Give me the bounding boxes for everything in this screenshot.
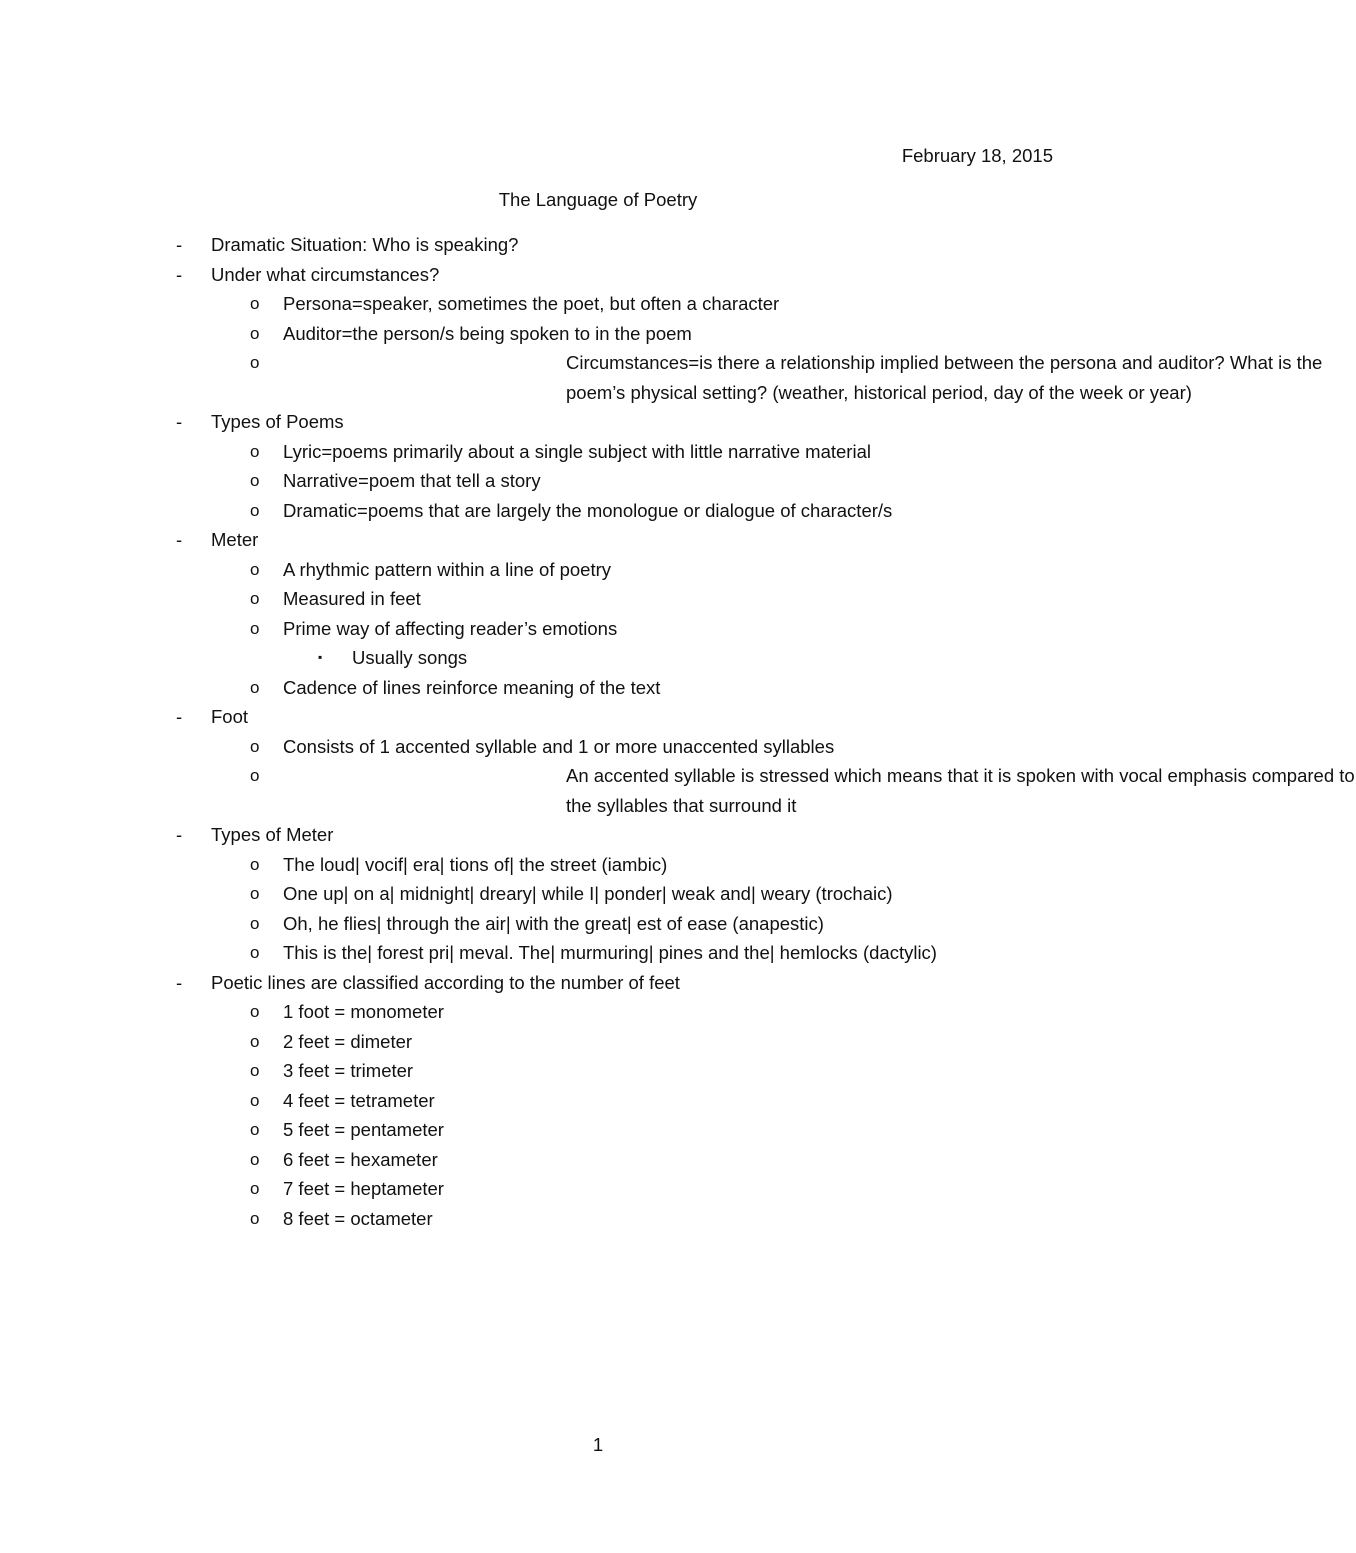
dash-bullet: - [176,824,183,845]
outline-item-text: Poetic lines are classified according to the number of feet [211,971,680,993]
outline-subitem [0,879,1200,909]
circle-bullet: o [250,1061,260,1080]
outline-subitem-text: Cadence of lines reinforce meaning of the text [283,676,661,698]
outline-subitem-text: Circumstances=is there a relationship implied between the persona and auditor? What is the poem’s physical setting? (weather, historical period, day of the week or year) [566,352,1323,403]
outline-subitem [0,1086,1200,1116]
outline-subitem-text: Oh, he flies| through the air| with the great| est of ease (anapestic) [283,912,824,934]
outline-subitem [0,938,1200,968]
outline-subitem-text: 8 feet = octameter [283,1207,433,1229]
outline-subitem-text: 3 feet = trimeter [283,1060,414,1081]
circle-bullet: o [250,1090,260,1110]
outline-subitem [0,1056,1200,1086]
outline-item-text: Dramatic Situation: Who is speaking? [211,234,519,255]
outline-subitem-text: Lyric=poems primarily about a single subject with little narrative material [283,440,871,462]
circle-bullet: o [250,677,260,697]
dash-bullet: - [176,234,183,255]
notes-outline [0,230,1355,1233]
outline-item-text: Types of Poems [211,411,344,432]
outline-subitem [0,584,1200,614]
outline-subitem [0,466,1200,496]
dash-bullet: - [176,263,183,285]
outline-item-text: Types of Meter [211,824,334,845]
circle-bullet: o [250,589,260,608]
outline-subitem-text: A rhythmic pattern within a line of poetry [283,558,612,580]
circle-bullet: o [250,559,260,579]
outline-subitem-text: Narrative=poem that tell a story [283,470,541,491]
outline-subitem [0,1204,1200,1234]
outline-subitem [0,732,1200,762]
outline-subitem [0,319,1200,349]
circle-bullet: o [250,1149,260,1169]
outline-subitem-text: One up| on a| midnight| dreary| while I| ponder| weak and| weary (trochaic) [283,883,893,904]
outline-subitem [0,437,1200,467]
outline-subitem-text: Dramatic=poems that are largely the monologue or dialogue of character/s [283,499,893,521]
outline-subitem-text: This is the| forest pri| meval. The| murmuring| pines and the| hemlocks (dactylic) [283,942,937,963]
outline-item [0,820,1200,850]
circle-bullet: o [250,943,260,962]
circle-bullet: o [250,913,260,933]
circle-bullet: o [250,1002,260,1021]
outline-subitem [0,1027,1200,1057]
outline-item-text: Meter [211,529,259,550]
outline-item-text: Under what circumstances? [211,263,440,285]
outline-subitem [0,496,1200,526]
outline-subitem-text: Auditor=the person/s being spoken to in the poem [283,322,692,344]
outline-subitem-text: Consists of 1 accented syllable and 1 or more unaccented syllables [283,735,835,757]
circle-bullet: o [250,884,260,903]
outline-subitem [0,348,1323,407]
outline-subitem-text: 6 feet = hexameter [283,1148,438,1170]
outline-subitem-text: Measured in feet [283,588,421,609]
outline-subitem-text: 2 feet = dimeter [283,1030,413,1052]
circle-bullet: o [250,736,260,756]
outline-subitem [0,997,1200,1027]
outline-subitem-text: 5 feet = pentameter [283,1119,444,1140]
dash-bullet: - [176,706,183,727]
outline-subitem-text: Prime way of affecting reader’s emotions [283,617,618,639]
document-title: The Language of Poetry [498,189,698,210]
outline-item-text: Foot [211,706,249,727]
outline-item [0,968,1200,998]
circle-bullet: o [250,1120,260,1139]
outline-subitem-text: 4 feet = tetrameter [283,1089,435,1111]
outline-subitem-text: The loud| vocif| era| tions of| the street (iambic) [283,853,668,875]
circle-bullet: o [250,441,260,461]
outline-item [0,525,1200,555]
outline-subitem [0,1115,1200,1145]
document-date: February 18, 2015 [901,145,1053,166]
circle-bullet: o [250,1179,260,1198]
dash-bullet: - [176,971,183,993]
circle-bullet: o [250,618,260,638]
outline-subitem [0,909,1200,939]
outline-subitem [0,761,1355,820]
circle-bullet: o [250,766,260,785]
outline-subitem [0,1145,1200,1175]
outline-subitem [0,850,1200,880]
outline-subitem [0,555,1200,585]
outline-item [0,260,1200,290]
circle-bullet: o [250,1031,260,1051]
circle-bullet: o [250,323,260,343]
outline-subitem [0,614,1200,644]
outline-subitem [0,1174,1200,1204]
circle-bullet: o [250,854,260,874]
outline-subitem-text: 1 foot = monometer [283,1001,444,1022]
page-number: 1 [592,1434,604,1455]
circle-bullet: o [250,1208,260,1228]
circle-bullet: o [250,500,260,520]
outline-item [0,230,1200,260]
outline-subitem [0,673,1200,703]
outline-subsubitem-text: Usually songs [352,647,468,668]
outline-item [0,702,1200,732]
square-bullet: ▪ [318,650,323,664]
outline-item [0,407,1200,437]
outline-subitem-text: An accented syllable is stressed which means that it is spoken with vocal emphasis compared to the syllables that surround it [566,765,1355,816]
outline-subitem-text: 7 feet = heptameter [283,1178,444,1199]
dash-bullet: - [176,411,183,432]
dash-bullet: - [176,529,183,550]
outline-subitem-text: Persona=speaker, sometimes the poet, but often a character [283,293,780,314]
circle-bullet: o [250,294,260,313]
circle-bullet: o [250,353,260,372]
outline-subsubitem [0,643,1200,673]
circle-bullet: o [250,471,260,490]
outline-subitem [0,289,1200,319]
